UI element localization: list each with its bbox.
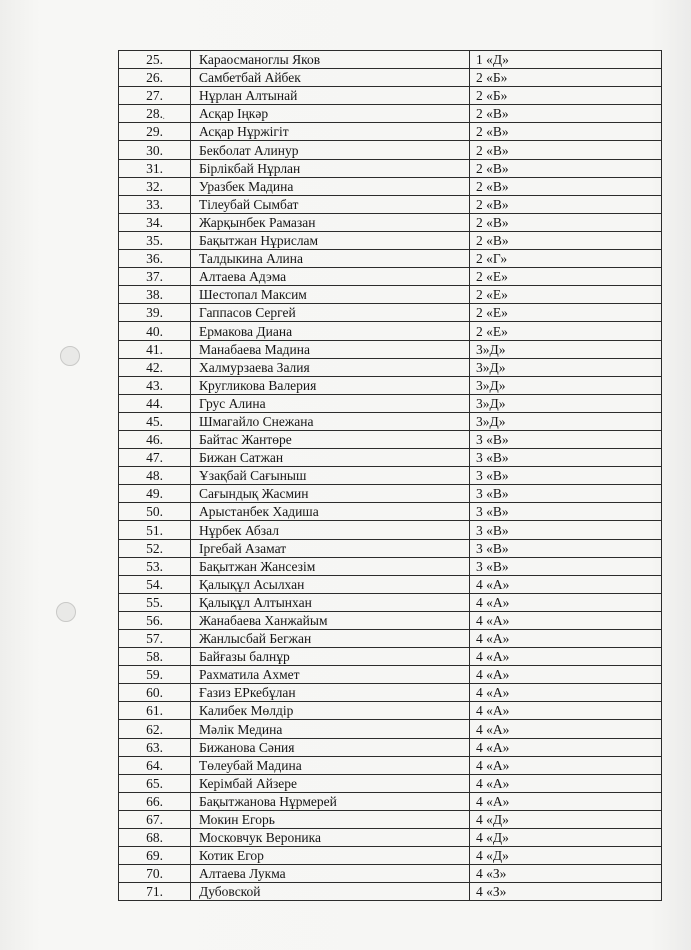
class-cell: 2 «В» (470, 177, 662, 195)
row-number-cell: 64. (119, 756, 191, 774)
student-name-cell: Жанлысбай Бегжан (191, 630, 470, 648)
row-number-cell: 57. (119, 630, 191, 648)
student-name-cell: Самбетбай Айбек (191, 69, 470, 87)
table-row (119, 829, 662, 847)
row-number-cell: 30. (119, 141, 191, 159)
student-name-cell: Бақытжан Нұрислам (191, 231, 470, 249)
class-cell: 3»Д» (470, 412, 662, 430)
student-name-cell: Котик Егор (191, 847, 470, 865)
student-name-cell: Московчук Вероника (191, 829, 470, 847)
row-number-cell: 43. (119, 376, 191, 394)
row-number-cell: 68. (119, 829, 191, 847)
table-row (119, 304, 662, 322)
table-row (119, 648, 662, 666)
table-row (119, 792, 662, 810)
row-number-cell: 54. (119, 575, 191, 593)
row-number-cell: 63. (119, 738, 191, 756)
student-name-cell: Алтаева Лукма (191, 865, 470, 883)
table-row (119, 159, 662, 177)
row-number-cell: 33. (119, 195, 191, 213)
class-cell: 3 «В» (470, 557, 662, 575)
row-number-cell: 58. (119, 648, 191, 666)
student-name-cell: Жанабаева Ханжайым (191, 611, 470, 629)
student-name-cell: Жарқынбек Рамазан (191, 213, 470, 231)
row-number-cell: 44. (119, 394, 191, 412)
punch-hole-top (60, 346, 80, 366)
table-row (119, 702, 662, 720)
class-cell: 3 «В» (470, 467, 662, 485)
table-row (119, 666, 662, 684)
student-name-cell: Караосманоглы Яков (191, 51, 470, 69)
table-row (119, 322, 662, 340)
class-cell: 4 «А» (470, 684, 662, 702)
roster-body (119, 51, 662, 901)
table-row (119, 286, 662, 304)
row-number-cell: 50. (119, 503, 191, 521)
table-row (119, 340, 662, 358)
student-name-cell: Гаппасов Сергей (191, 304, 470, 322)
class-cell: 2 «Е» (470, 268, 662, 286)
row-number-cell: 56. (119, 611, 191, 629)
row-number-cell: 25. (119, 51, 191, 69)
row-number-cell: 45. (119, 412, 191, 430)
row-number-cell: 59. (119, 666, 191, 684)
class-cell: 4 «А» (470, 738, 662, 756)
student-name-cell: Нұрлан Алтынай (191, 87, 470, 105)
table-row (119, 123, 662, 141)
class-cell: 2 «В» (470, 159, 662, 177)
row-number-cell: 61. (119, 702, 191, 720)
row-number-cell: 69. (119, 847, 191, 865)
row-number-cell: 35. (119, 231, 191, 249)
table-row (119, 394, 662, 412)
row-number-cell: 53. (119, 557, 191, 575)
student-name-cell: Грус Алина (191, 394, 470, 412)
class-cell: 3 «В» (470, 430, 662, 448)
class-cell: 3 «В» (470, 503, 662, 521)
class-cell: 3 «В» (470, 539, 662, 557)
row-number-cell: 67. (119, 810, 191, 828)
student-name-cell: Бақытжан Жансезім (191, 557, 470, 575)
student-name-cell: Манабаева Мадина (191, 340, 470, 358)
row-number-cell: 34. (119, 213, 191, 231)
table-row (119, 684, 662, 702)
row-number-cell: 55. (119, 593, 191, 611)
student-roster-table (118, 50, 662, 901)
row-number-cell: 28. (119, 105, 191, 123)
student-name-cell: Ғазиз ЕРкебұлан (191, 684, 470, 702)
class-cell: 4 «А» (470, 792, 662, 810)
student-name-cell: Төлеубай Мадина (191, 756, 470, 774)
table-row (119, 430, 662, 448)
table-row (119, 412, 662, 430)
class-cell: 3»Д» (470, 358, 662, 376)
student-name-cell: Мәлік Медина (191, 720, 470, 738)
student-name-cell: Халмурзаева Залия (191, 358, 470, 376)
table-row (119, 51, 662, 69)
table-row (119, 630, 662, 648)
student-name-cell: Қалықұл Алтынхан (191, 593, 470, 611)
table-row (119, 213, 662, 231)
class-cell: 4 «А» (470, 702, 662, 720)
class-cell: 3 «В» (470, 449, 662, 467)
class-cell: 3 «В» (470, 485, 662, 503)
table-row (119, 611, 662, 629)
class-cell: 4 «Д» (470, 810, 662, 828)
student-name-cell: Рахматила Ахмет (191, 666, 470, 684)
class-cell: 4 «А» (470, 648, 662, 666)
student-name-cell: Дубовской (191, 883, 470, 901)
student-name-cell: Шмагайло Снежана (191, 412, 470, 430)
student-name-cell: Бекболат Алинур (191, 141, 470, 159)
class-cell: 4 «А» (470, 666, 662, 684)
class-cell: 3»Д» (470, 376, 662, 394)
student-name-cell: Шестопал Максим (191, 286, 470, 304)
class-cell: 4 «Д» (470, 829, 662, 847)
class-cell: 2 «Е» (470, 304, 662, 322)
row-number-cell: 36. (119, 250, 191, 268)
student-name-cell: Мокин Егорь (191, 810, 470, 828)
student-name-cell: Байтас Жантөре (191, 430, 470, 448)
class-cell: 2 «Е» (470, 322, 662, 340)
table-row (119, 231, 662, 249)
table-row (119, 810, 662, 828)
table-row (119, 376, 662, 394)
table-row (119, 847, 662, 865)
class-cell: 2 «В» (470, 213, 662, 231)
table-row (119, 268, 662, 286)
class-cell: 4 «А» (470, 756, 662, 774)
student-name-cell: Керімбай Айзере (191, 774, 470, 792)
row-number-cell: 60. (119, 684, 191, 702)
table-row (119, 485, 662, 503)
punch-hole-bottom (56, 602, 76, 622)
class-cell: 4 «Д» (470, 847, 662, 865)
class-cell: 3»Д» (470, 340, 662, 358)
class-cell: 3 «В» (470, 521, 662, 539)
class-cell: 4 «А» (470, 630, 662, 648)
class-cell: 4 «А» (470, 720, 662, 738)
table-row (119, 69, 662, 87)
table-row (119, 177, 662, 195)
row-number-cell: 46. (119, 430, 191, 448)
class-cell: 2 «В» (470, 231, 662, 249)
table-row (119, 539, 662, 557)
row-number-cell: 40. (119, 322, 191, 340)
student-name-cell: Байғазы балнұр (191, 648, 470, 666)
row-number-cell: 29. (119, 123, 191, 141)
class-cell: 4 «А» (470, 575, 662, 593)
class-cell: 2 «В» (470, 195, 662, 213)
scan-speck: · (162, 114, 166, 125)
student-name-cell: Бижан Сатжан (191, 449, 470, 467)
row-number-cell: 32. (119, 177, 191, 195)
table-row (119, 105, 662, 123)
student-name-cell: Калибек Мөлдір (191, 702, 470, 720)
table-row (119, 883, 662, 901)
student-name-cell: Бижанова Сәния (191, 738, 470, 756)
row-number-cell: 27. (119, 87, 191, 105)
row-number-cell: 66. (119, 792, 191, 810)
student-name-cell: Арыстанбек Хадиша (191, 503, 470, 521)
student-name-cell: Нұрбек Абзал (191, 521, 470, 539)
student-name-cell: Уразбек Мадина (191, 177, 470, 195)
student-name-cell: Кругликова Валерия (191, 376, 470, 394)
student-name-cell: Іргебай Азамат (191, 539, 470, 557)
row-number-cell: 48. (119, 467, 191, 485)
student-name-cell: Ұзақбай Сағыныш (191, 467, 470, 485)
row-number-cell: 71. (119, 883, 191, 901)
student-name-cell: Бақытжанова Нұрмерей (191, 792, 470, 810)
row-number-cell: 62. (119, 720, 191, 738)
class-cell: 2 «В» (470, 141, 662, 159)
student-name-cell: Сағындық Жасмин (191, 485, 470, 503)
table-row (119, 575, 662, 593)
class-cell: 4 «А» (470, 774, 662, 792)
table-row (119, 521, 662, 539)
row-number-cell: 41. (119, 340, 191, 358)
class-cell: 4 «З» (470, 883, 662, 901)
row-number-cell: 42. (119, 358, 191, 376)
student-name-cell: Бірлікбай Нұрлан (191, 159, 470, 177)
table-row (119, 756, 662, 774)
student-name-cell: Алтаева Адэма (191, 268, 470, 286)
row-number-cell: 65. (119, 774, 191, 792)
student-name-cell: Асқар Іңкәр (191, 105, 470, 123)
table-row (119, 449, 662, 467)
row-number-cell: 70. (119, 865, 191, 883)
class-cell: 2 «Б» (470, 69, 662, 87)
table-row (119, 720, 662, 738)
table-row (119, 865, 662, 883)
row-number-cell: 47. (119, 449, 191, 467)
student-name-cell: Ермакова Диана (191, 322, 470, 340)
table-row (119, 503, 662, 521)
table-row (119, 141, 662, 159)
class-cell: 2 «Б» (470, 87, 662, 105)
class-cell: 3»Д» (470, 394, 662, 412)
row-number-cell: 52. (119, 539, 191, 557)
row-number-cell: 31. (119, 159, 191, 177)
row-number-cell: 49. (119, 485, 191, 503)
class-cell: 2 «В» (470, 105, 662, 123)
class-cell: 2 «В» (470, 123, 662, 141)
student-name-cell: Тілеубай Сымбат (191, 195, 470, 213)
class-cell: 4 «А» (470, 611, 662, 629)
table-row (119, 358, 662, 376)
class-cell: 2 «Г» (470, 250, 662, 268)
class-cell: 2 «Е» (470, 286, 662, 304)
row-number-cell: 37. (119, 268, 191, 286)
table-row (119, 467, 662, 485)
row-number-cell: 51. (119, 521, 191, 539)
table-row (119, 250, 662, 268)
student-name-cell: Асқар Нұржігіт (191, 123, 470, 141)
table-row (119, 195, 662, 213)
table-row (119, 738, 662, 756)
row-number-cell: 39. (119, 304, 191, 322)
row-number-cell: 26. (119, 69, 191, 87)
student-name-cell: Қалықұл Асылхан (191, 575, 470, 593)
table-row (119, 557, 662, 575)
class-cell: 4 «А» (470, 593, 662, 611)
class-cell: 1 «Д» (470, 51, 662, 69)
class-cell: 4 «З» (470, 865, 662, 883)
row-number-cell: 38. (119, 286, 191, 304)
table-row (119, 774, 662, 792)
table-row (119, 593, 662, 611)
table-row (119, 87, 662, 105)
student-name-cell: Талдыкина Алина (191, 250, 470, 268)
